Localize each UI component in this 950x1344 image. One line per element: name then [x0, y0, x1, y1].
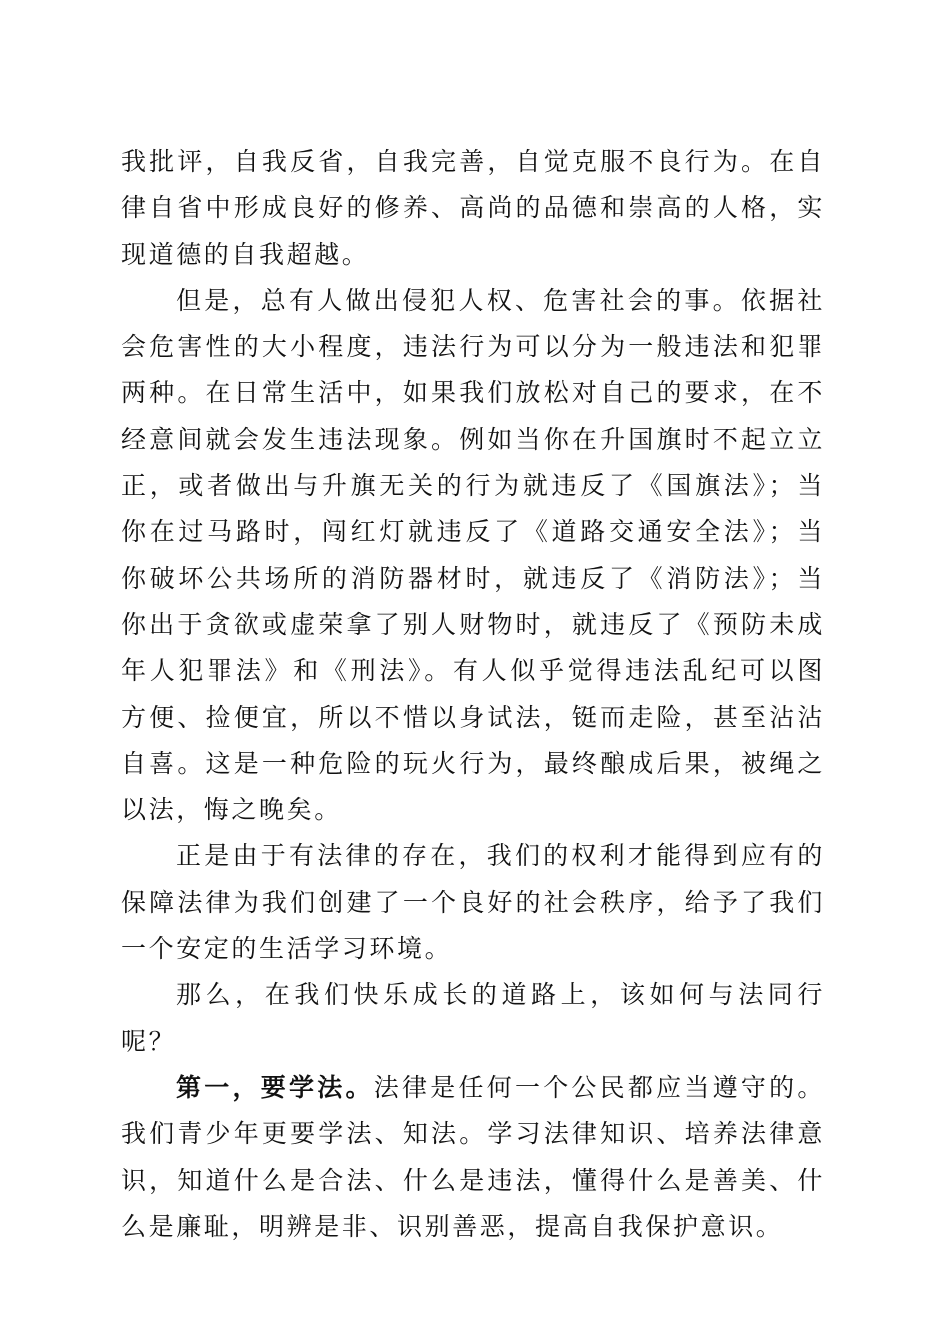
- paragraph-violations: 但是，总有人做出侵犯人权、危害社会的事。依据社会危害性的大小程度，违法行为可以分为一般违法和犯罪两种。在日常生活中，如果我们放松对自己的要求，在不经意间就会发生违法现象。例如当你在升国旗时不起立立正，或者做出与升旗无关的行为就违反了《国旗法》；当你在过马路时，闯红灯就违反了《道路交通安全法》；当你破坏公共场所的消防器材时，就违反了《消防法》；当你出于贪欲或虚荣拿了别人财物时，就违反了《预防未成年人犯罪法》和《刑法》。有人似乎觉得违法乱纪可以图方便、捡便宜，所以不惜以身试法，铤而走险，甚至沾沾自喜。这是一种危险的玩火行为，最终酿成后果，被绳之以法，悔之晚矣。: [121, 285, 825, 825]
- body-text: [121, 139, 825, 1250]
- paragraph-self-discipline: 我批评，自我反省，自我完善，自觉克服不良行为。在自律自省中形成良好的修养、高尚的品德和崇高的人格，实现道德的自我超越。: [121, 147, 825, 269]
- paragraph-law-protection: 正是由于有法律的存在，我们的权利才能得到应有的保障法律为我们创建了一个良好的社会秩序，给予了我们一个安定的生活学习环境。: [121, 841, 825, 964]
- point-one-text: 法律是任何一个公民都应当遵守的。我们青少年更要学法、知法。学习法律知识、培养法律意识，知道什么是合法、什么是违法，懂得什么是善美、什么是廉耻，明辨是非、识别善恶，提高自我保护意识。: [121, 1072, 825, 1241]
- paragraph-question: 那么，在我们快乐成长的道路上，该如何与法同行呢？: [121, 980, 825, 1056]
- paragraph-learn-law: [121, 1065, 825, 1250]
- point-one-heading: 第一，要学法。: [176, 1072, 374, 1102]
